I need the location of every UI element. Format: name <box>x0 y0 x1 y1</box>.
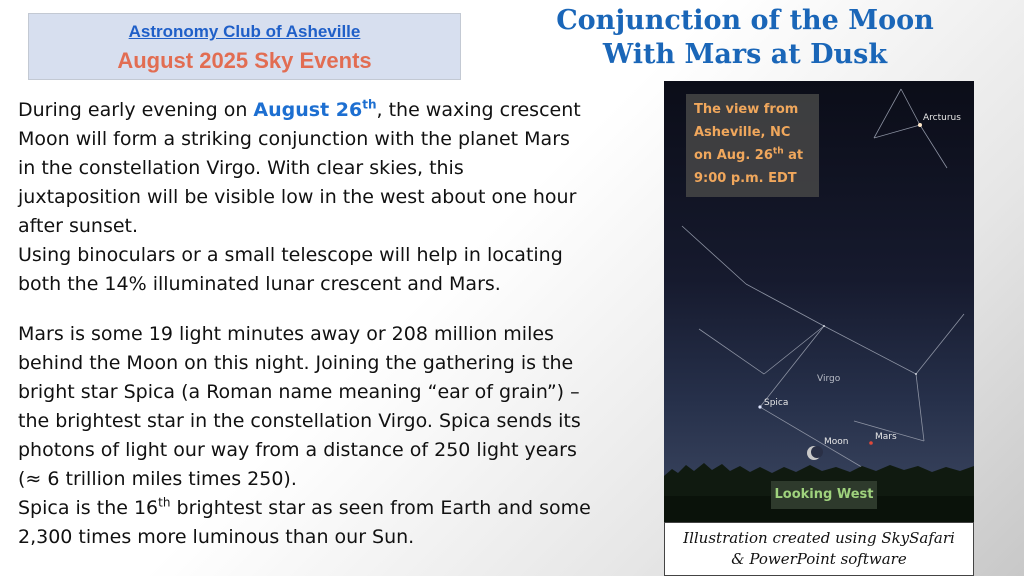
view-line: 9:00 p.m. EDT <box>694 171 797 186</box>
sky-chart-illustration <box>664 81 974 522</box>
arcturus-label: Arcturus <box>923 113 961 123</box>
text-line: Moon will form a striking conjunction with the planet Mars <box>18 128 570 150</box>
view-line: Asheville, NC <box>694 125 791 140</box>
text-line: in the constellation Virgo. With clear skies, this <box>18 157 464 179</box>
text-line: 2,300 times more luminous than our Sun. <box>18 526 415 548</box>
moon-shadow <box>811 446 823 458</box>
moon-label: Moon <box>824 437 849 447</box>
text-line: Mars is some 19 light minutes away or 208 million miles <box>18 323 554 345</box>
mars-label: Mars <box>875 432 897 442</box>
text-line: During early evening on August 26th, the waxing crescent <box>18 97 581 121</box>
details-paragraph <box>18 320 648 552</box>
text-line: Using binoculars or a small telescope will help in locating <box>18 244 563 266</box>
spica-label: Spica <box>764 398 789 408</box>
club-name-link[interactable]: Astronomy Club of Asheville <box>128 22 361 41</box>
text-line: the brightest star in the constellation Virgo. Spica sends its <box>18 410 581 432</box>
star <box>823 325 825 327</box>
text-line: bright star Spica (a Roman name meaning “ear of grain”) – <box>18 381 580 403</box>
arcturus-star <box>918 123 922 127</box>
text-line: both the 14% illuminated lunar crescent and Mars. <box>18 273 501 295</box>
intro-paragraph <box>18 96 648 299</box>
text-line: (≈ 6 trillion miles times 250). <box>18 468 297 490</box>
text-line: behind the Moon on this night. Joining the gathering is the <box>18 352 574 374</box>
text-line: photons of light our way from a distance of 250 light years <box>18 439 577 461</box>
view-line: The view from <box>694 102 799 117</box>
star <box>915 373 917 375</box>
looking-west-label: Looking West <box>771 481 877 509</box>
view-line: on Aug. 26th at <box>694 146 804 163</box>
events-subtitle: August 2025 Sky Events <box>117 48 372 73</box>
text-line: after sunset. <box>18 215 139 237</box>
illustration-caption <box>664 522 974 576</box>
virgo-label: Virgo <box>817 374 841 384</box>
text-line: juxtaposition will be visible low in the west about one hour <box>18 186 577 208</box>
page-title-line1: Conjunction of the Moon <box>556 5 934 36</box>
header-box <box>28 13 461 80</box>
mars-icon <box>869 441 873 445</box>
caption-line: Illustration created using SkySafari <box>683 529 955 547</box>
text-line: Spica is the 16th brightest star as seen from Earth and some <box>18 495 591 519</box>
event-date: August 26th <box>253 97 377 121</box>
spica-star <box>758 405 761 408</box>
page-title-line2: With Mars at Dusk <box>602 39 888 70</box>
caption-line: & PowerPoint software <box>731 550 907 568</box>
view-info-box <box>686 94 819 197</box>
